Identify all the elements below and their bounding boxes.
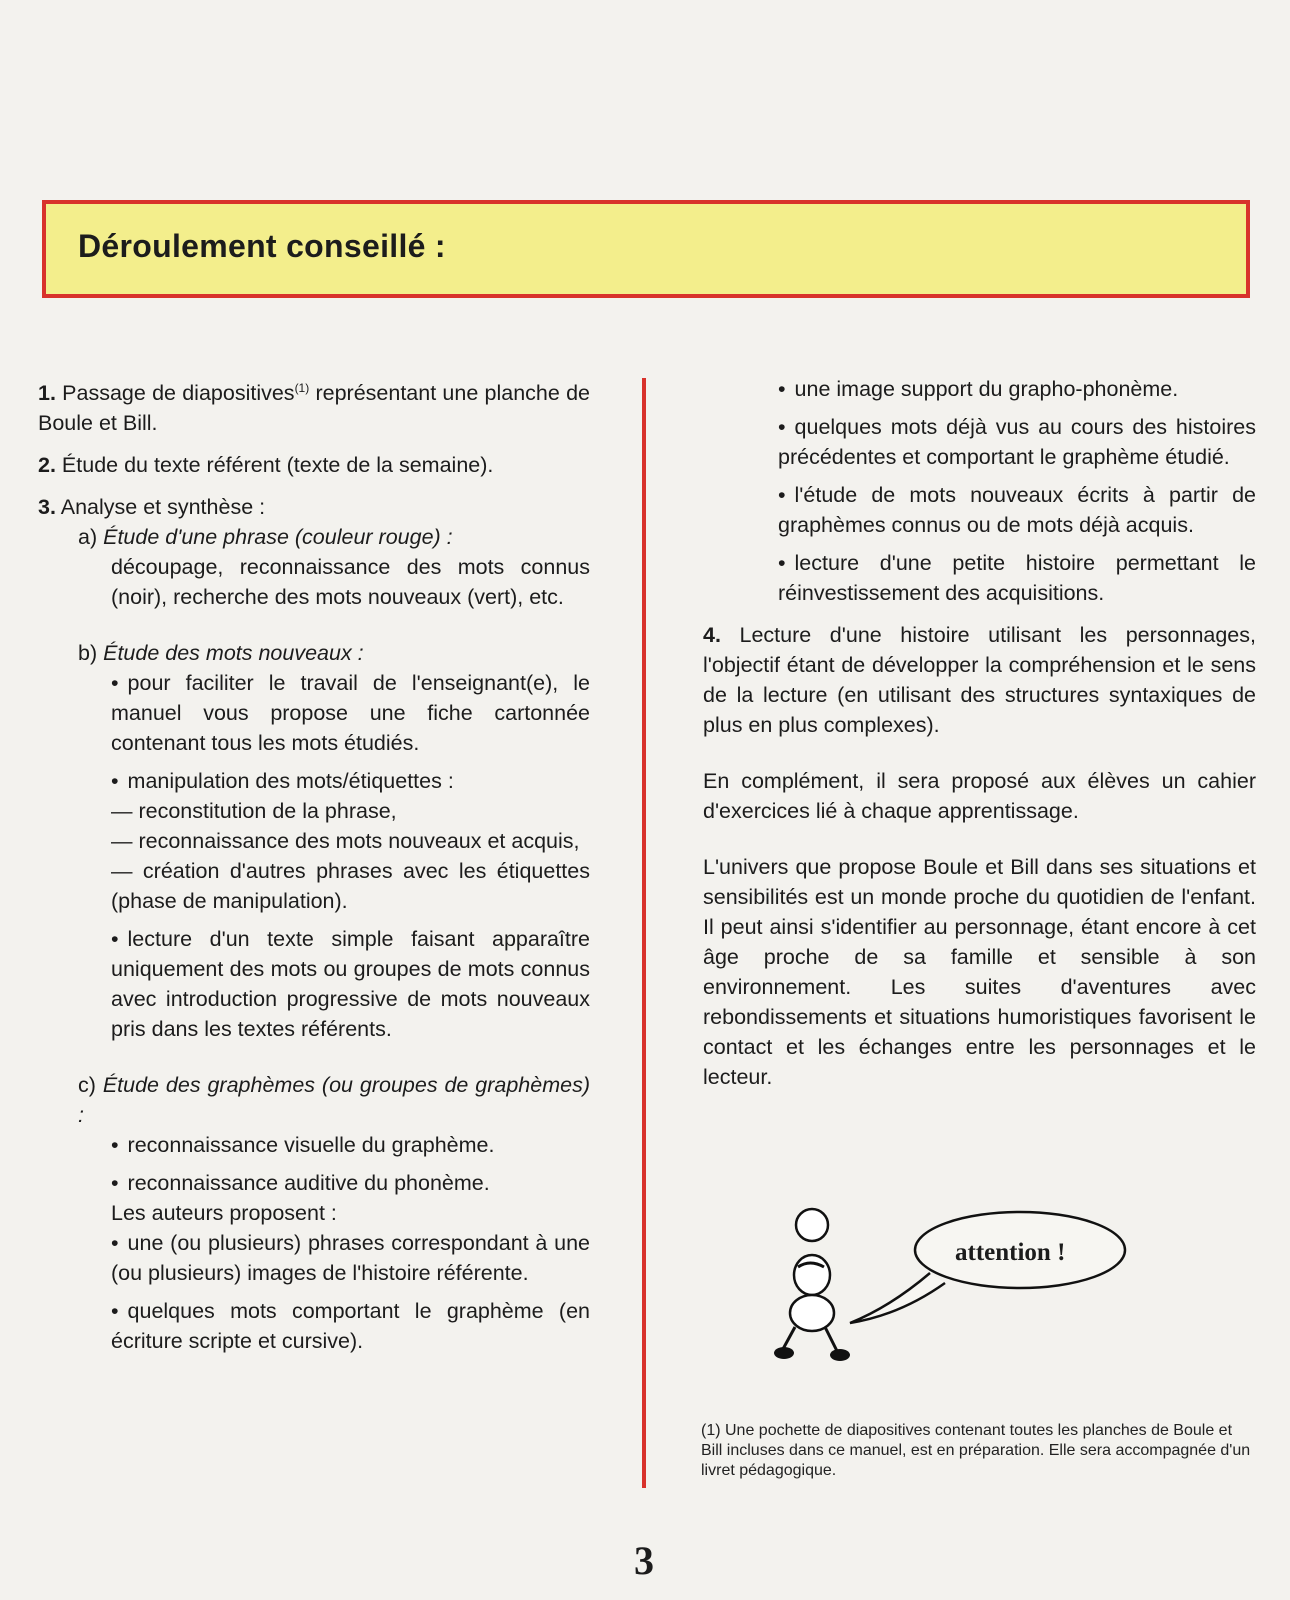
right-column <box>703 374 1256 1092</box>
attention-bubble-text: attention ! <box>955 1239 1066 1266</box>
subsection-a-text: découpage, reconnaissance des mots connus (noir), recherche des mots nouveaux (vert), etc. <box>111 555 590 610</box>
page-title: Déroulement conseillé : <box>78 228 446 264</box>
r-bullet-1: • une image support du grapho-phonème. <box>703 374 1256 404</box>
footnote: (1) Une pochette de diapositives contenant toutes les planches de Boule et Bill incluses dans ce manuel, est en préparation. Elle sera accompagnée d'un livret pédagogique. <box>701 1422 1251 1479</box>
subsection-c-heading: c) Étude des graphèmes (ou groupes de graphèmes) : <box>78 1073 590 1128</box>
subsection-a-heading: a) Étude d'une phrase (couleur rouge) : <box>78 525 453 550</box>
item-1: 1. Passage de diapositives$^{(1)}$ représentant une planche de Boule et Bill. <box>38 381 590 436</box>
item-3: 3. Analyse et synthèse : <box>38 495 266 520</box>
boule-character-icon <box>770 1205 1130 1375</box>
r-bullet-4: • lecture d'une petite histoire permettant le réinvestissement des acquisitions. <box>703 548 1256 608</box>
column-divider <box>642 378 646 1488</box>
b-bullet-2: • manipulation des mots/étiquettes : <box>38 766 590 796</box>
b-dash-3: — création d'autres phrases avec les étiquettes (phase de manipulation). <box>111 859 590 914</box>
b-dash-1: — reconstitution de la phrase, <box>111 799 397 824</box>
c-bullet-2: • reconnaissance auditive du phonème. <box>38 1168 590 1198</box>
c-bullet-1: • reconnaissance visuelle du graphème. <box>38 1130 590 1160</box>
item-2: 2. Étude du texte référent (texte de la semaine). <box>38 453 494 478</box>
attention-illustration <box>770 1205 1130 1375</box>
univers-paragraph: L'univers que propose Boule et Bill dans ses situations et sensibilités est un monde proche du quotidien de l'enfant. Il peut ainsi s'identifier au personnage, étant encore à cet âge proche de sa famille et sensible à son environnement. Les suites d'aventures avec rebondissements et situations humoristiques favorisent le contact et les échanges entre les personnages et le lecteur. <box>703 855 1256 1089</box>
c-bullet-3: • une (ou plusieurs) phrases correspondant à une (ou plusieurs) images de l'histoire référente. <box>38 1228 590 1288</box>
b-bullet-3: • lecture d'un texte simple faisant apparaître uniquement des mots ou groupes de mots connus avec introduction progressive de mots nouveaux pris dans les textes référents. <box>38 924 590 1044</box>
page-number: 3 <box>634 1538 654 1583</box>
subsection-b-heading: b) Étude des mots nouveaux : <box>78 641 364 666</box>
c-bullet-4: • quelques mots comportant le graphème (en écriture scripte et cursive). <box>38 1296 590 1356</box>
r-bullet-2: • quelques mots déjà vus au cours des histoires précédentes et comportant le graphème étudié. <box>703 412 1256 472</box>
complement-paragraph: En complément, il sera proposé aux élèves un cahier d'exercices lié à chaque apprentissage. <box>703 769 1256 823</box>
r-bullet-3: • l'étude de mots nouveaux écrits à partir de graphèmes connus ou de mots déjà acquis. <box>703 480 1256 540</box>
b-bullet-1: • pour faciliter le travail de l'enseignant(e), le manuel vous propose une fiche cartonnée contenant tous les mots étudiés. <box>38 668 590 758</box>
left-column <box>38 373 590 1356</box>
footnote-ref: (1) <box>294 381 310 395</box>
c-authors: Les auteurs proposent : <box>111 1201 337 1226</box>
b-dash-2: — reconnaissance des mots nouveaux et acquis, <box>111 829 580 854</box>
item-4: 4. Lecture d'une histoire utilisant les personnages, l'objectif étant de développer la compréhension et le sens de la lecture (en utilisant des structures syntaxiques de plus en plus complexes). <box>703 623 1256 737</box>
title-box <box>42 200 1250 298</box>
